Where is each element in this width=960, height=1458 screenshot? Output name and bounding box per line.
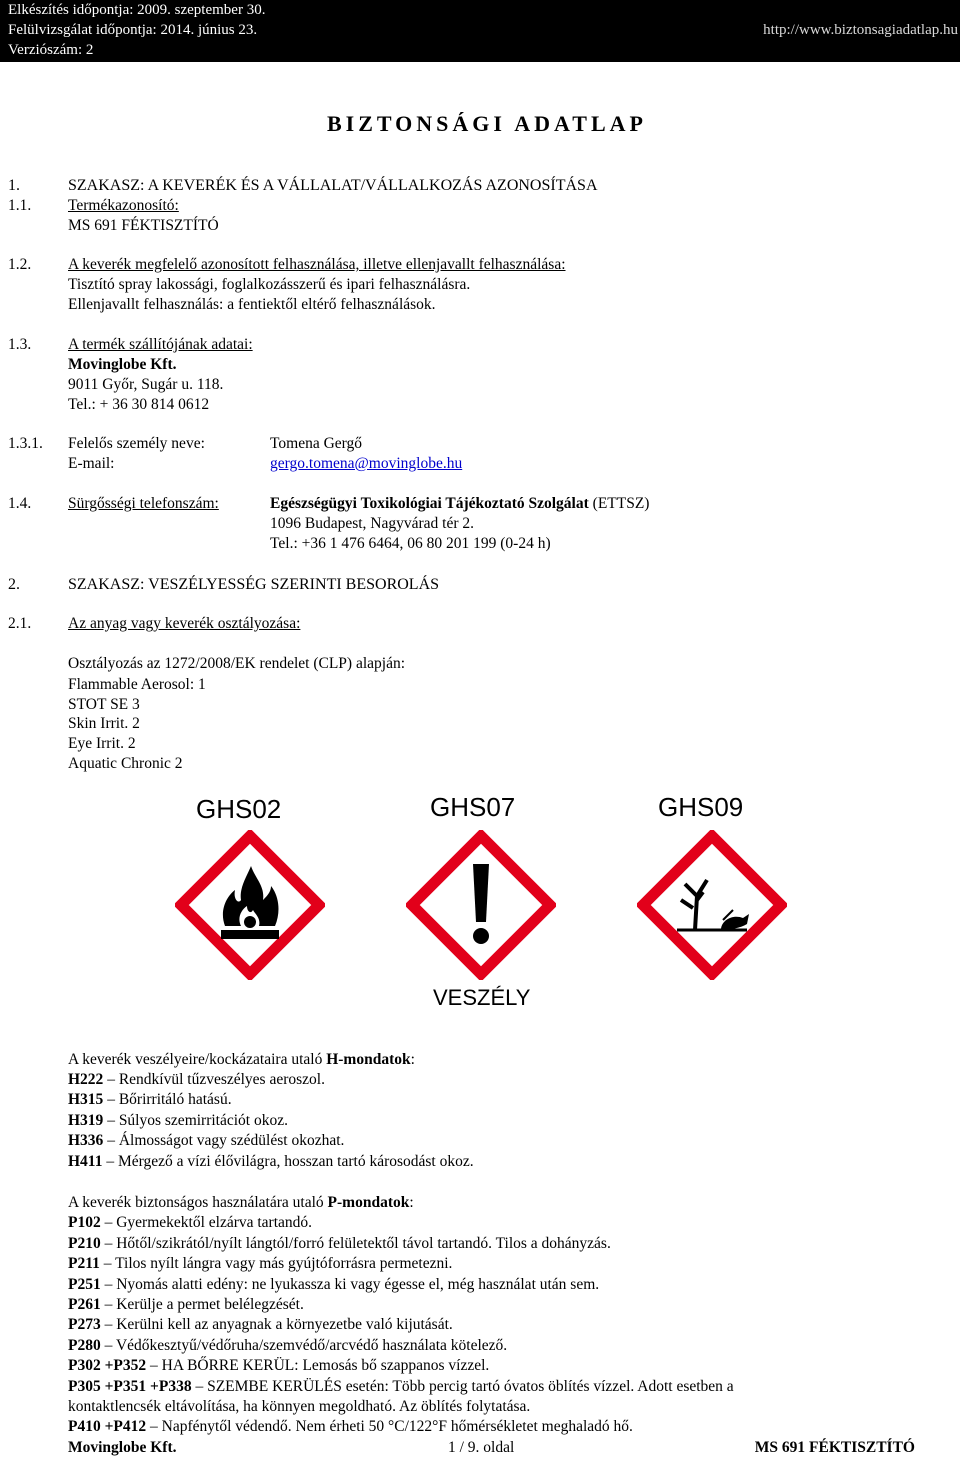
p-text: – Kerülje a permet belélegzését. — [104, 1296, 304, 1313]
p-intro-text: A keverék biztonságos használatára utaló — [68, 1194, 324, 1211]
s14-label: Sürgősségi telefonszám: — [68, 495, 219, 512]
p-code: P211 — [68, 1255, 100, 1272]
classification-item: Aquatic Chronic 2 — [68, 755, 183, 772]
h-code: H411 — [68, 1153, 103, 1170]
h-intro-bold: H-mondatok — [326, 1051, 411, 1068]
p-statement — [68, 1275, 599, 1295]
classification-intro: Osztályozás az 1272/2008/EK rendelet (CLP) alapján: — [68, 655, 406, 672]
h-statement — [68, 1070, 325, 1090]
emergency-org-line — [270, 494, 649, 514]
p-text: – Hőtől/szikrától/nyílt lángtól/forró felületektől távol tartandó. Tilos a dohányzás. — [104, 1235, 611, 1252]
p-statement — [68, 1377, 734, 1397]
p-statement — [68, 1336, 507, 1356]
s12-use-text: Tisztító spray lakossági, foglalkozásszerű és ipari felhasználásra. — [68, 276, 471, 293]
p-statements-intro — [68, 1193, 414, 1213]
s11-label: Termékazonosító: — [68, 197, 179, 214]
classification-item: Skin Irrit. 2 — [68, 715, 140, 732]
h-statement — [68, 1131, 344, 1151]
h-code: H319 — [68, 1112, 104, 1129]
s11-number: 1.1. — [8, 197, 32, 214]
p-code: P261 — [68, 1296, 101, 1313]
h-text: – Álmosságot vagy szédülést okozhat. — [107, 1132, 345, 1149]
h-text: – Súlyos szemirritációt okoz. — [107, 1112, 288, 1129]
p-statement — [68, 1234, 611, 1254]
document-title: BIZTONSÁGI ADATLAP — [327, 111, 647, 136]
flame-icon — [175, 830, 325, 980]
classification-item: STOT SE 3 — [68, 696, 140, 713]
section2-number: 2. — [8, 576, 20, 593]
footer-page-number: 1 / 9. oldal — [448, 1439, 515, 1456]
classification-item: Eye Irrit. 2 — [68, 735, 136, 752]
footer-company: Movinglobe Kft. — [68, 1439, 177, 1456]
s21-number: 2.1. — [8, 615, 32, 632]
section2-title: SZAKASZ: VESZÉLYESSÉG SZERINTI BESOROLÁS — [68, 576, 440, 593]
signal-word: VESZÉLY — [433, 985, 531, 1010]
classification-item: Flammable Aerosol: 1 — [68, 676, 206, 693]
h-text: – Mérgező a vízi élővilágra, hosszan tartó károsodást okoz. — [106, 1153, 474, 1170]
supplier-company: Movinglobe Kft. — [68, 356, 177, 373]
p-text: – Gyermekektől elzárva tartandó. — [104, 1214, 313, 1231]
p-statement — [68, 1295, 304, 1315]
h-statement — [68, 1111, 288, 1131]
emergency-org: Egészségügyi Toxikológiai Tájékoztató Szolgálat — [270, 495, 589, 512]
pictogram-label-ghs09: GHS09 — [658, 792, 744, 822]
p-code: P210 — [68, 1235, 101, 1252]
s21-label: Az anyag vagy keverék osztályozása: — [68, 615, 301, 632]
p-code: P102 — [68, 1214, 101, 1231]
email-label: E-mail: — [68, 455, 115, 472]
header-revised: Felülvizsgálat időpontja: 2014. június 23. — [8, 22, 258, 38]
s12-number: 1.2. — [8, 256, 32, 273]
p-statement — [68, 1254, 452, 1274]
p-text: – SZEMBE KERÜLÉS esetén: Több percig tartó óvatos öblítés vízzel. Adott esetben a — [195, 1378, 734, 1395]
p-text: – Tilos nyílt lángra vagy más gyújtóforrásra permetezni. — [103, 1255, 453, 1272]
h-text: – Bőrirritáló hatású. — [107, 1091, 232, 1108]
p-statement-continuation — [68, 1397, 530, 1417]
p-text: kontaktlencsék eltávolítása, ha könnyen megoldható. Az öblítés folytatása. — [68, 1398, 531, 1415]
h-statements-intro — [68, 1050, 415, 1070]
s12-contraindicated-text: Ellenjavallt felhasználás: a fentiektől eltérő felhasználások. — [68, 296, 436, 313]
h-code: H222 — [68, 1071, 104, 1088]
header-url-link[interactable]: http://www.biztonsagiadatlap.hu — [763, 22, 958, 38]
p-text: – Napfénytől védendő. Nem érheti 50 °C/122°F hőmérsékletet meghaladó hő. — [150, 1418, 633, 1435]
responsible-label: Felelős személy neve: — [68, 435, 205, 452]
product-name: MS 691 FÉKTISZTÍTÓ — [68, 217, 219, 234]
p-text: – HA BŐRRE KERÜL: Lemosás bő szappanos vízzel. — [150, 1357, 490, 1374]
p-statement — [68, 1417, 633, 1437]
responsible-name: Tomena Gergő — [270, 435, 363, 452]
s12-label: A keverék megfelelő azonosított felhasználása, illetve ellenjavallt felhasználása: — [68, 256, 566, 273]
s131-number: 1.3.1. — [8, 435, 43, 452]
p-code: P280 — [68, 1337, 101, 1354]
header-created: Elkészítés időpontja: 2009. szeptember 30. — [8, 2, 266, 18]
pictogram-label-ghs02: GHS02 — [196, 794, 282, 824]
pictogram-label-ghs07: GHS07 — [430, 792, 516, 822]
p-statement — [68, 1315, 453, 1335]
p-code: P251 — [68, 1276, 101, 1293]
emergency-address: 1096 Budapest, Nagyvárad tér 2. — [270, 515, 475, 532]
emergency-abbr: (ETTSZ) — [592, 495, 650, 512]
h-intro-text: A keverék veszélyeire/kockázataira utaló — [68, 1051, 323, 1068]
h-code: H315 — [68, 1091, 104, 1108]
h-intro-colon: : — [410, 1051, 415, 1068]
section1-title: SZAKASZ: A KEVERÉK ÉS A VÁLLALAT/VÁLLALKOZÁS AZONOSÍTÁSA — [68, 177, 598, 194]
p-text: – Védőkesztyű/védőruha/szemvédő/arcvédő használata kötelező. — [104, 1337, 508, 1354]
supplier-phone: Tel.: + 36 30 814 0612 — [68, 396, 210, 413]
footer-product: MS 691 FÉKTISZTÍTÓ — [754, 1439, 915, 1456]
p-statement — [68, 1213, 312, 1233]
p-code: P305 +P351 +P338 — [68, 1378, 192, 1395]
emergency-phone: Tel.: +36 1 476 6464, 06 80 201 199 (0-24 h) — [270, 535, 551, 552]
p-statement — [68, 1356, 489, 1376]
header-version: Verziószám: 2 — [8, 42, 94, 58]
p-text: – Nyomás alatti edény: ne lyukassza ki vagy égesse el, még használat után sem. — [104, 1276, 600, 1293]
h-statement — [68, 1152, 474, 1172]
environment-icon — [637, 830, 787, 980]
p-intro-colon: : — [409, 1194, 414, 1211]
supplier-address: 9011 Győr, Sugár u. 118. — [68, 376, 224, 393]
h-code: H336 — [68, 1132, 104, 1149]
h-text: – Rendkívül tűzveszélyes aeroszol. — [107, 1071, 325, 1088]
p-code: P273 — [68, 1316, 101, 1333]
p-intro-bold: P-mondatok — [327, 1194, 410, 1211]
p-code: P410 +P412 — [68, 1418, 147, 1435]
email-link[interactable]: gergo.tomena@movinglobe.hu — [270, 455, 463, 472]
exclamation-icon — [406, 830, 556, 980]
section1-number: 1. — [8, 177, 20, 194]
s14-number: 1.4. — [8, 495, 32, 512]
s13-number: 1.3. — [8, 336, 32, 353]
p-code: P302 +P352 — [68, 1357, 147, 1374]
s13-label: A termék szállítójának adatai: — [68, 336, 253, 353]
p-text: – Kerülni kell az anyagnak a környezetbe való kijutását. — [104, 1316, 453, 1333]
h-statement — [68, 1090, 232, 1110]
